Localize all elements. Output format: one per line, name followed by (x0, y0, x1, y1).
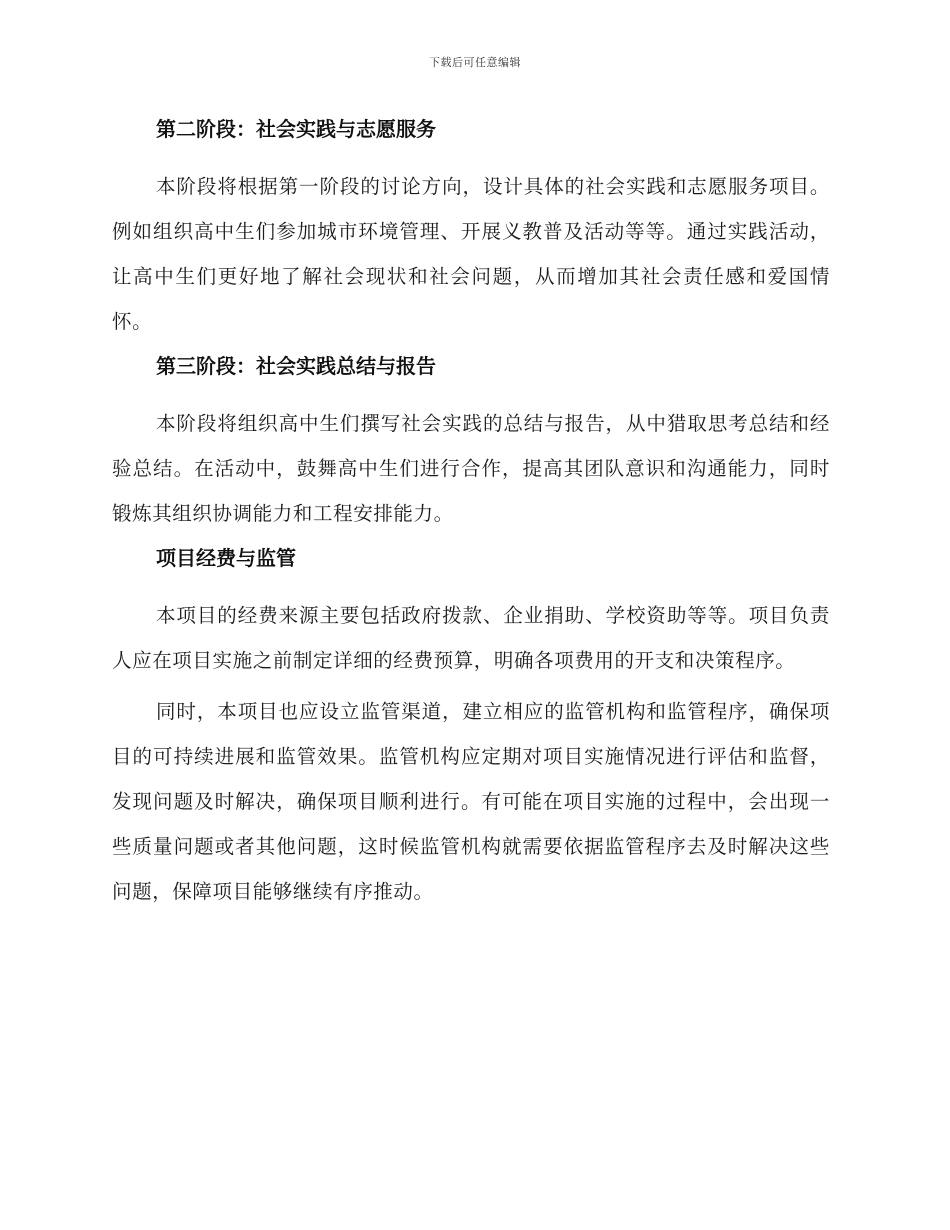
paragraph: 本阶段将组织高中生们撰写社会实践的总结与报告，从中猎取思考总结和经验总结。在活动中，鼓舞高中生们进行合作，提高其团队意识和沟通能力，同时锻炼其组织协调能力和工程安排能力。 (112, 412, 830, 525)
section-heading-stage-three: 第三阶段：社会实践总结与报告 (156, 354, 436, 378)
paragraph: 本阶段将根据第一阶段的讨论方向，设计具体的社会实践和志愿服务项目。例如组织高中生们参加城市环境管理、开展义教普及活动等等。通过实践活动，让高中生们更好地了解社会现状和社会问题，从而增加其社会责任感和爱国情怀。 (112, 175, 830, 333)
header-note: 下载后可任意编辑 (429, 56, 521, 69)
section-heading-stage-two: 第二阶段：社会实践与志愿服务 (156, 117, 436, 141)
document-body (112, 114, 830, 921)
section-heading-funding: 项目经费与监管 (156, 546, 296, 570)
paragraph: 同时，本项目也应设立监管渠道，建立相应的监管机构和监管程序，确保项目的可持续进展和监管效果。监管机构应定期对项目实施情况进行评估和监督，发现问题及时解决，确保项目顺利进行。有可能在项目实施的过程中，会出现一些质量问题或者其他问题，这时候监管机构就需要依据监管程序去及时解决这些问题，保障项目能够继续有序推动。 (112, 700, 830, 903)
paragraph: 本项目的经费来源主要包括政府拨款、企业捐助、学校资助等等。项目负责人应在项目实施之前制定详细的经费预算，明确各项费用的开支和决策程序。 (112, 604, 830, 672)
